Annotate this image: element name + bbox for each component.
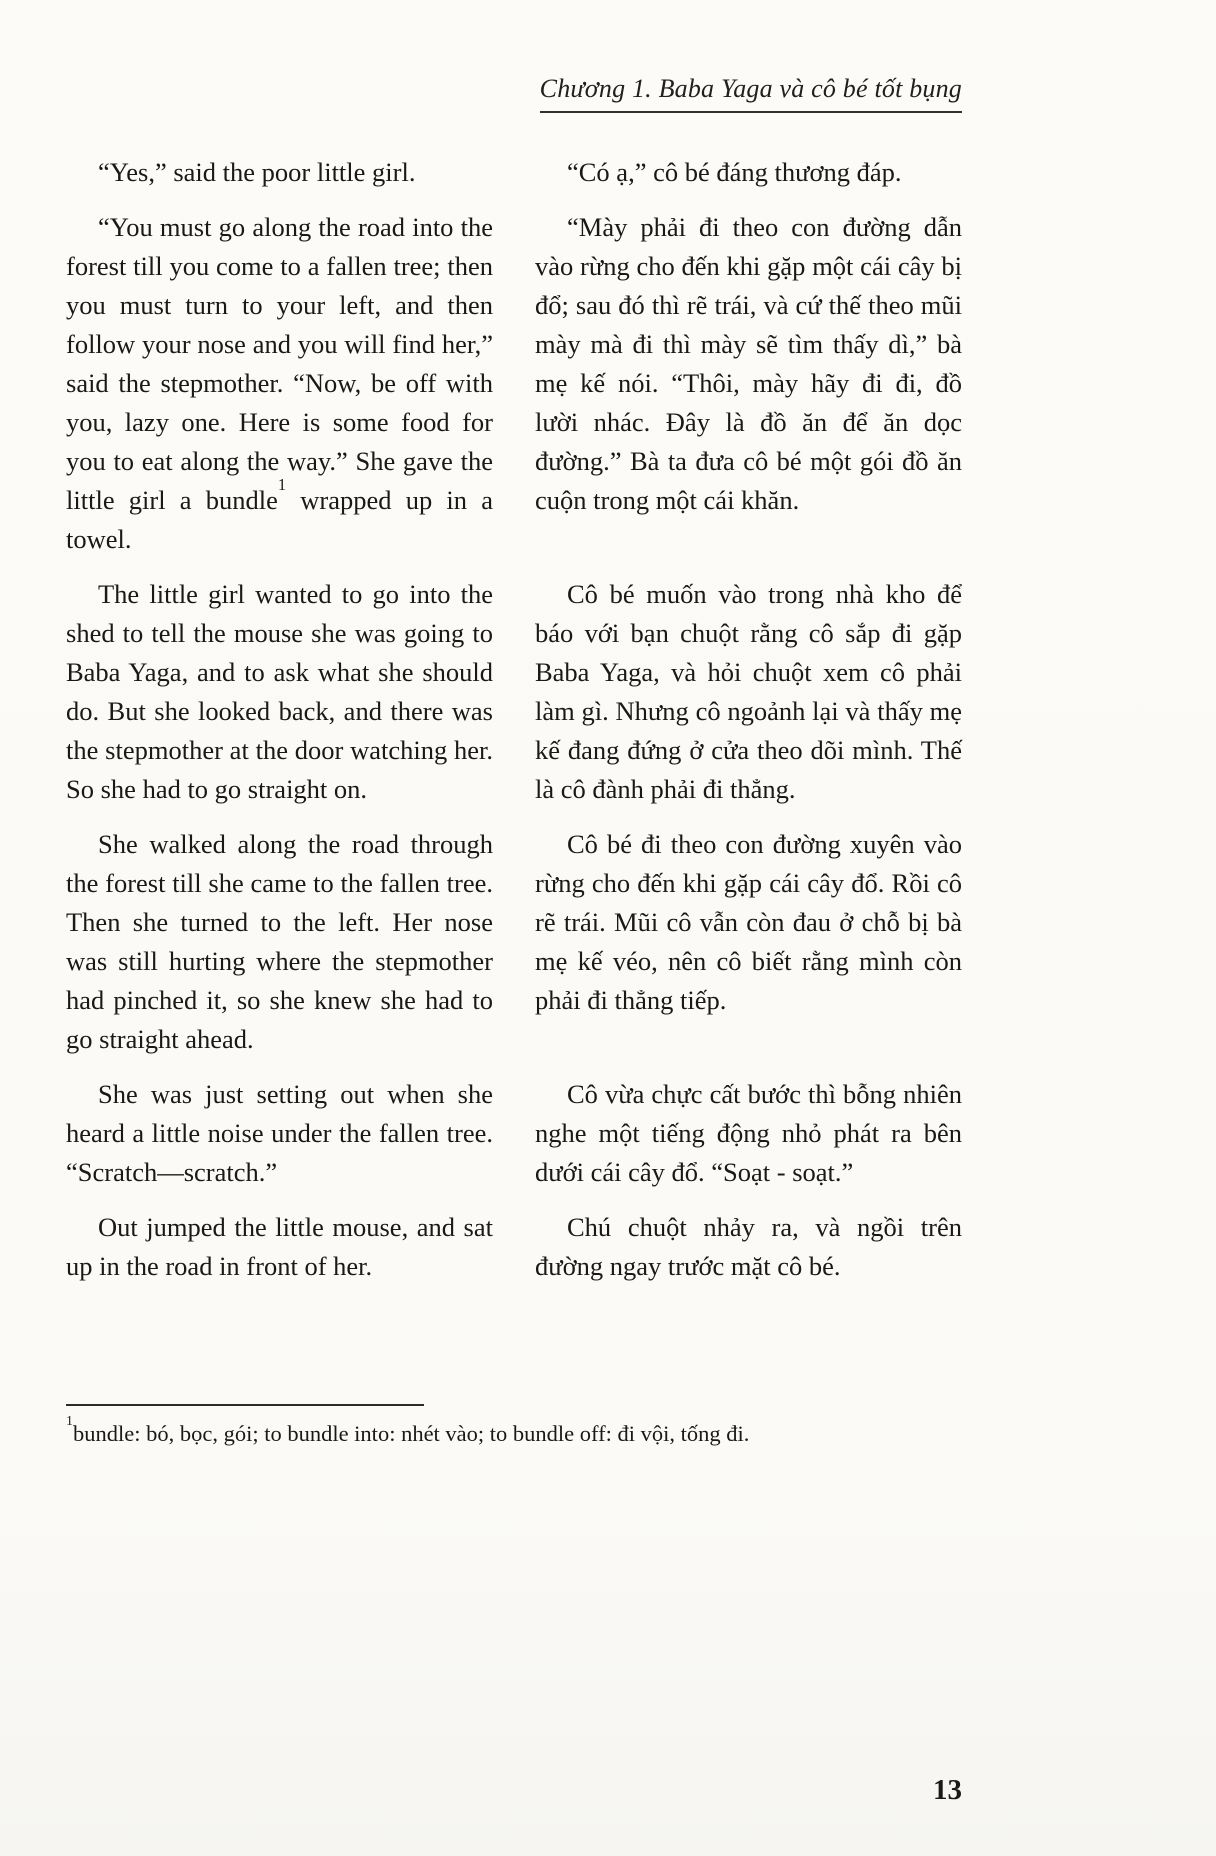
- vietnamese-paragraph-3: Cô bé muốn vào trong nhà kho để báo với bạn chuột rằng cô sắp đi gặp Baba Yaga, và hỏi chuột xem cô phải làm gì. Nhưng cô ngoảnh lại và thấy mẹ kế đang đứng ở cửa theo dõi mình. Thế là cô đành phải đi thẳng.: [535, 579, 962, 804]
- vietnamese-paragraph-4: Cô bé đi theo con đường xuyên vào rừng cho đến khi gặp cái cây đổ. Rồi cô rẽ trái. Mũi cô vẫn còn đau ở chỗ bị bà mẹ kế véo, nên cô biết rằng mình còn phải đi thẳng tiếp.: [535, 829, 962, 1015]
- page-number: 13: [933, 1774, 962, 1806]
- footnote-area: [66, 1404, 962, 1449]
- english-paragraph-1: “Yes,” said the poor little girl.: [98, 157, 416, 187]
- english-paragraph-2-text: “You must go along the road into the forest till you come to a fallen tree; then you must turn to your left, and then follow your nose and you will find her,” said the stepmother. “Now, be off with you, lazy one. Here is some food for you to eat along the way.” She gave the little girl a bundle: [66, 212, 493, 515]
- footnote-reference-superscript: 1: [277, 475, 287, 495]
- footnote-divider: [66, 1404, 424, 1406]
- running-header: [66, 0, 962, 113]
- english-paragraph-4: She walked along the road through the forest till she came to the fallen tree. Then she turned to the left. Her nose was still hurting where the stepmother had pinched it, so she knew she had to go straight ahead.: [66, 829, 493, 1054]
- vietnamese-paragraph-1: “Có ạ,” cô bé đáng thương đáp.: [567, 157, 902, 187]
- vietnamese-paragraph-6: Chú chuột nhảy ra, và ngồi trên đường ngay trước mặt cô bé.: [535, 1212, 962, 1281]
- chapter-title: Chương 1. Baba Yaga và cô bé tốt bụng: [540, 74, 962, 113]
- english-paragraph-2: [66, 208, 493, 559]
- english-paragraph-6: Out jumped the little mouse, and sat up in the road in front of her.: [66, 1212, 493, 1281]
- vietnamese-paragraph-2: “Mày phải đi theo con đường dẫn vào rừng cho đến khi gặp một cái cây bị đổ; sau đó thì rẽ trái, và cứ thế theo mũi mày mà đi thì mày sẽ tìm thấy dì,” bà mẹ kế nói. “Thôi, mày hãy đi đi, đồ lười nhác. Đây là đồ ăn để ăn dọc đường.” Bà ta đưa cô bé một gói đồ ăn cuộn trong một cái khăn.: [535, 212, 962, 515]
- bilingual-columns: [66, 153, 962, 1286]
- page-content: [66, 0, 962, 1286]
- footnote-marker-superscript: 1: [66, 1413, 73, 1429]
- vietnamese-paragraph-5: Cô vừa chực cất bước thì bỗng nhiên nghe một tiếng động nhỏ phát ra bên dưới cái cây đổ. “Soạt - soạt.”: [535, 1079, 962, 1187]
- english-paragraph-3: The little girl wanted to go into the shed to tell the mouse she was going to Baba Yaga, and to ask what she should do. But she looked back, and there was the stepmother at the door watching her. So she had to go straight on.: [66, 579, 493, 804]
- footnote: [66, 1413, 962, 1449]
- footnote-text: bundle: bó, bọc, gói; to bundle into: nhét vào; to bundle off: đi vội, tống đi.: [72, 1421, 750, 1446]
- english-paragraph-5: She was just setting out when she heard a little noise under the fallen tree. “Scratch—scratch.”: [66, 1079, 493, 1187]
- english-paragraph-2-continued: wrapped up in a towel.: [66, 485, 493, 554]
